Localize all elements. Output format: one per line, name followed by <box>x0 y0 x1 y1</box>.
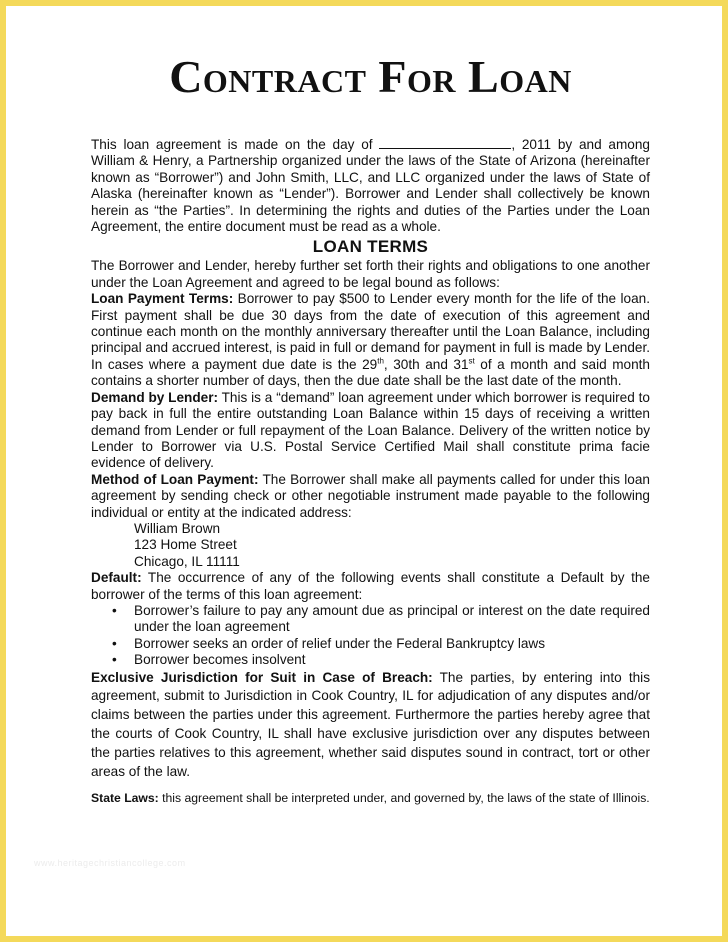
page-title: Contract For Loan <box>169 51 572 102</box>
default-events-list <box>91 603 650 669</box>
payment-terms-sup-1: th <box>377 356 384 366</box>
jurisdiction-text: The parties, by entering into this agreement, submit to Jurisdiction in Cook Country, IL for adjudication of any disputes and/or claims between the parties under this agreement. Furthermore the parties hereby agree that the courts of Cook Country, IL shall have exclusive jurisdiction over any disputes between the parties relatives to this agreement, whether said disputes sound in contract, tort or other areas of the law. <box>91 669 650 779</box>
method-paragraph <box>91 472 650 521</box>
method-text: The Borrower shall make all payments called for under this loan agreement by sending check or other negotiable instrument made payable to the following individual or entity at the indicated address: <box>91 471 650 520</box>
address-street: 123 Home Street <box>134 537 237 553</box>
demand-text: This is a “demand” loan agreement under which borrower is required to pay back in full the entire outstanding Loan Balance within 15 days of receiving a written demand from Lender or full repayment of the Loan Balance. Delivery of the written notice by Lender to Borrower via U.S. Postal Service Certified Mail shall constitute prima facie evidence of delivery. <box>91 389 650 471</box>
jurisdiction-paragraph <box>91 669 650 782</box>
list-item <box>112 635 650 652</box>
default-text: The occurrence of any of the following events shall constitute a Default by the borrower of the terms of this loan agreement: <box>91 570 650 602</box>
document-page <box>6 6 722 936</box>
method-label: Method of Loan Payment: <box>91 471 259 487</box>
default-label: Default: <box>91 570 142 586</box>
list-item-text: Borrower’s failure to pay any amount due as principal or interest on the date required under the loan agreement <box>134 602 650 635</box>
demand-label: Demand by Lender: <box>91 389 219 405</box>
list-item <box>112 652 650 668</box>
intro-text-end: , 2011 by and among William & Henry, a Partnership organized under the laws of the State of Arizona (hereinafter known as “Borrower”) and John Smith, LLC, and LLC organized under the laws of State of Alaska (hereinafter known as “Lender”). Borrower and Lender shall collectively be known herein as “the Parties”. In determining the rights and duties of the Parties under the Loan Agreement, the entire document must be read as a whole. <box>91 137 650 235</box>
payee-address <box>134 521 650 570</box>
loan-terms-heading: LOAN TERMS <box>312 237 429 257</box>
list-item-text: Borrower becomes insolvent <box>134 652 306 668</box>
loan-terms-intro: The Borrower and Lender, hereby further set forth their rights and obligations to one another under the Loan Agreement and agreed to be legal bound as follows: <box>91 258 650 290</box>
address-name: William Brown <box>134 520 221 536</box>
payment-terms-sup-2: st <box>468 356 475 366</box>
intro-paragraph <box>91 136 650 235</box>
bullet-icon: • <box>112 652 117 668</box>
list-item <box>112 602 650 636</box>
state-laws-text: this agreement shall be interpreted under, and governed by, the laws of the state of Illinois. <box>158 791 650 806</box>
state-laws-label: State Laws: <box>91 791 159 806</box>
bullet-icon: • <box>112 602 117 618</box>
jurisdiction-label: Exclusive Jurisdiction for Suit in Case of Breach: <box>91 669 433 685</box>
intro-text-start: This loan agreement is made on the day of <box>91 137 380 152</box>
demand-paragraph <box>91 390 650 472</box>
payment-terms-label: Loan Payment Terms: <box>91 291 234 307</box>
bullet-icon: • <box>112 635 117 651</box>
payment-terms-text-3: of a month and said month contains a shorter number of days, then the due date shall be the last date of the month. <box>91 356 650 389</box>
payment-terms-text-2: , 30th and 31 <box>383 356 469 372</box>
default-paragraph <box>91 570 650 603</box>
watermark: www.heritagechristiancollege.com <box>34 858 186 868</box>
date-blank-line <box>379 136 511 149</box>
address-city: Chicago, IL 11111 <box>134 553 240 569</box>
state-laws-paragraph <box>91 790 650 808</box>
list-item-text: Borrower seeks an order of relief under the Federal Bankruptcy laws <box>134 635 546 651</box>
payment-terms-text-1: Borrower to pay $500 to Lender every month for the life of the loan. First payment shall be due 30 days from the date of execution of this agreement and continue each month on the monthly anniversary thereafter until the Loan Balance, including principal and accrued interest, is paid in full or demand for payment in full is made by Lender. In cases where a payment due date is the 29 <box>91 291 650 372</box>
payment-terms-paragraph <box>91 291 650 389</box>
